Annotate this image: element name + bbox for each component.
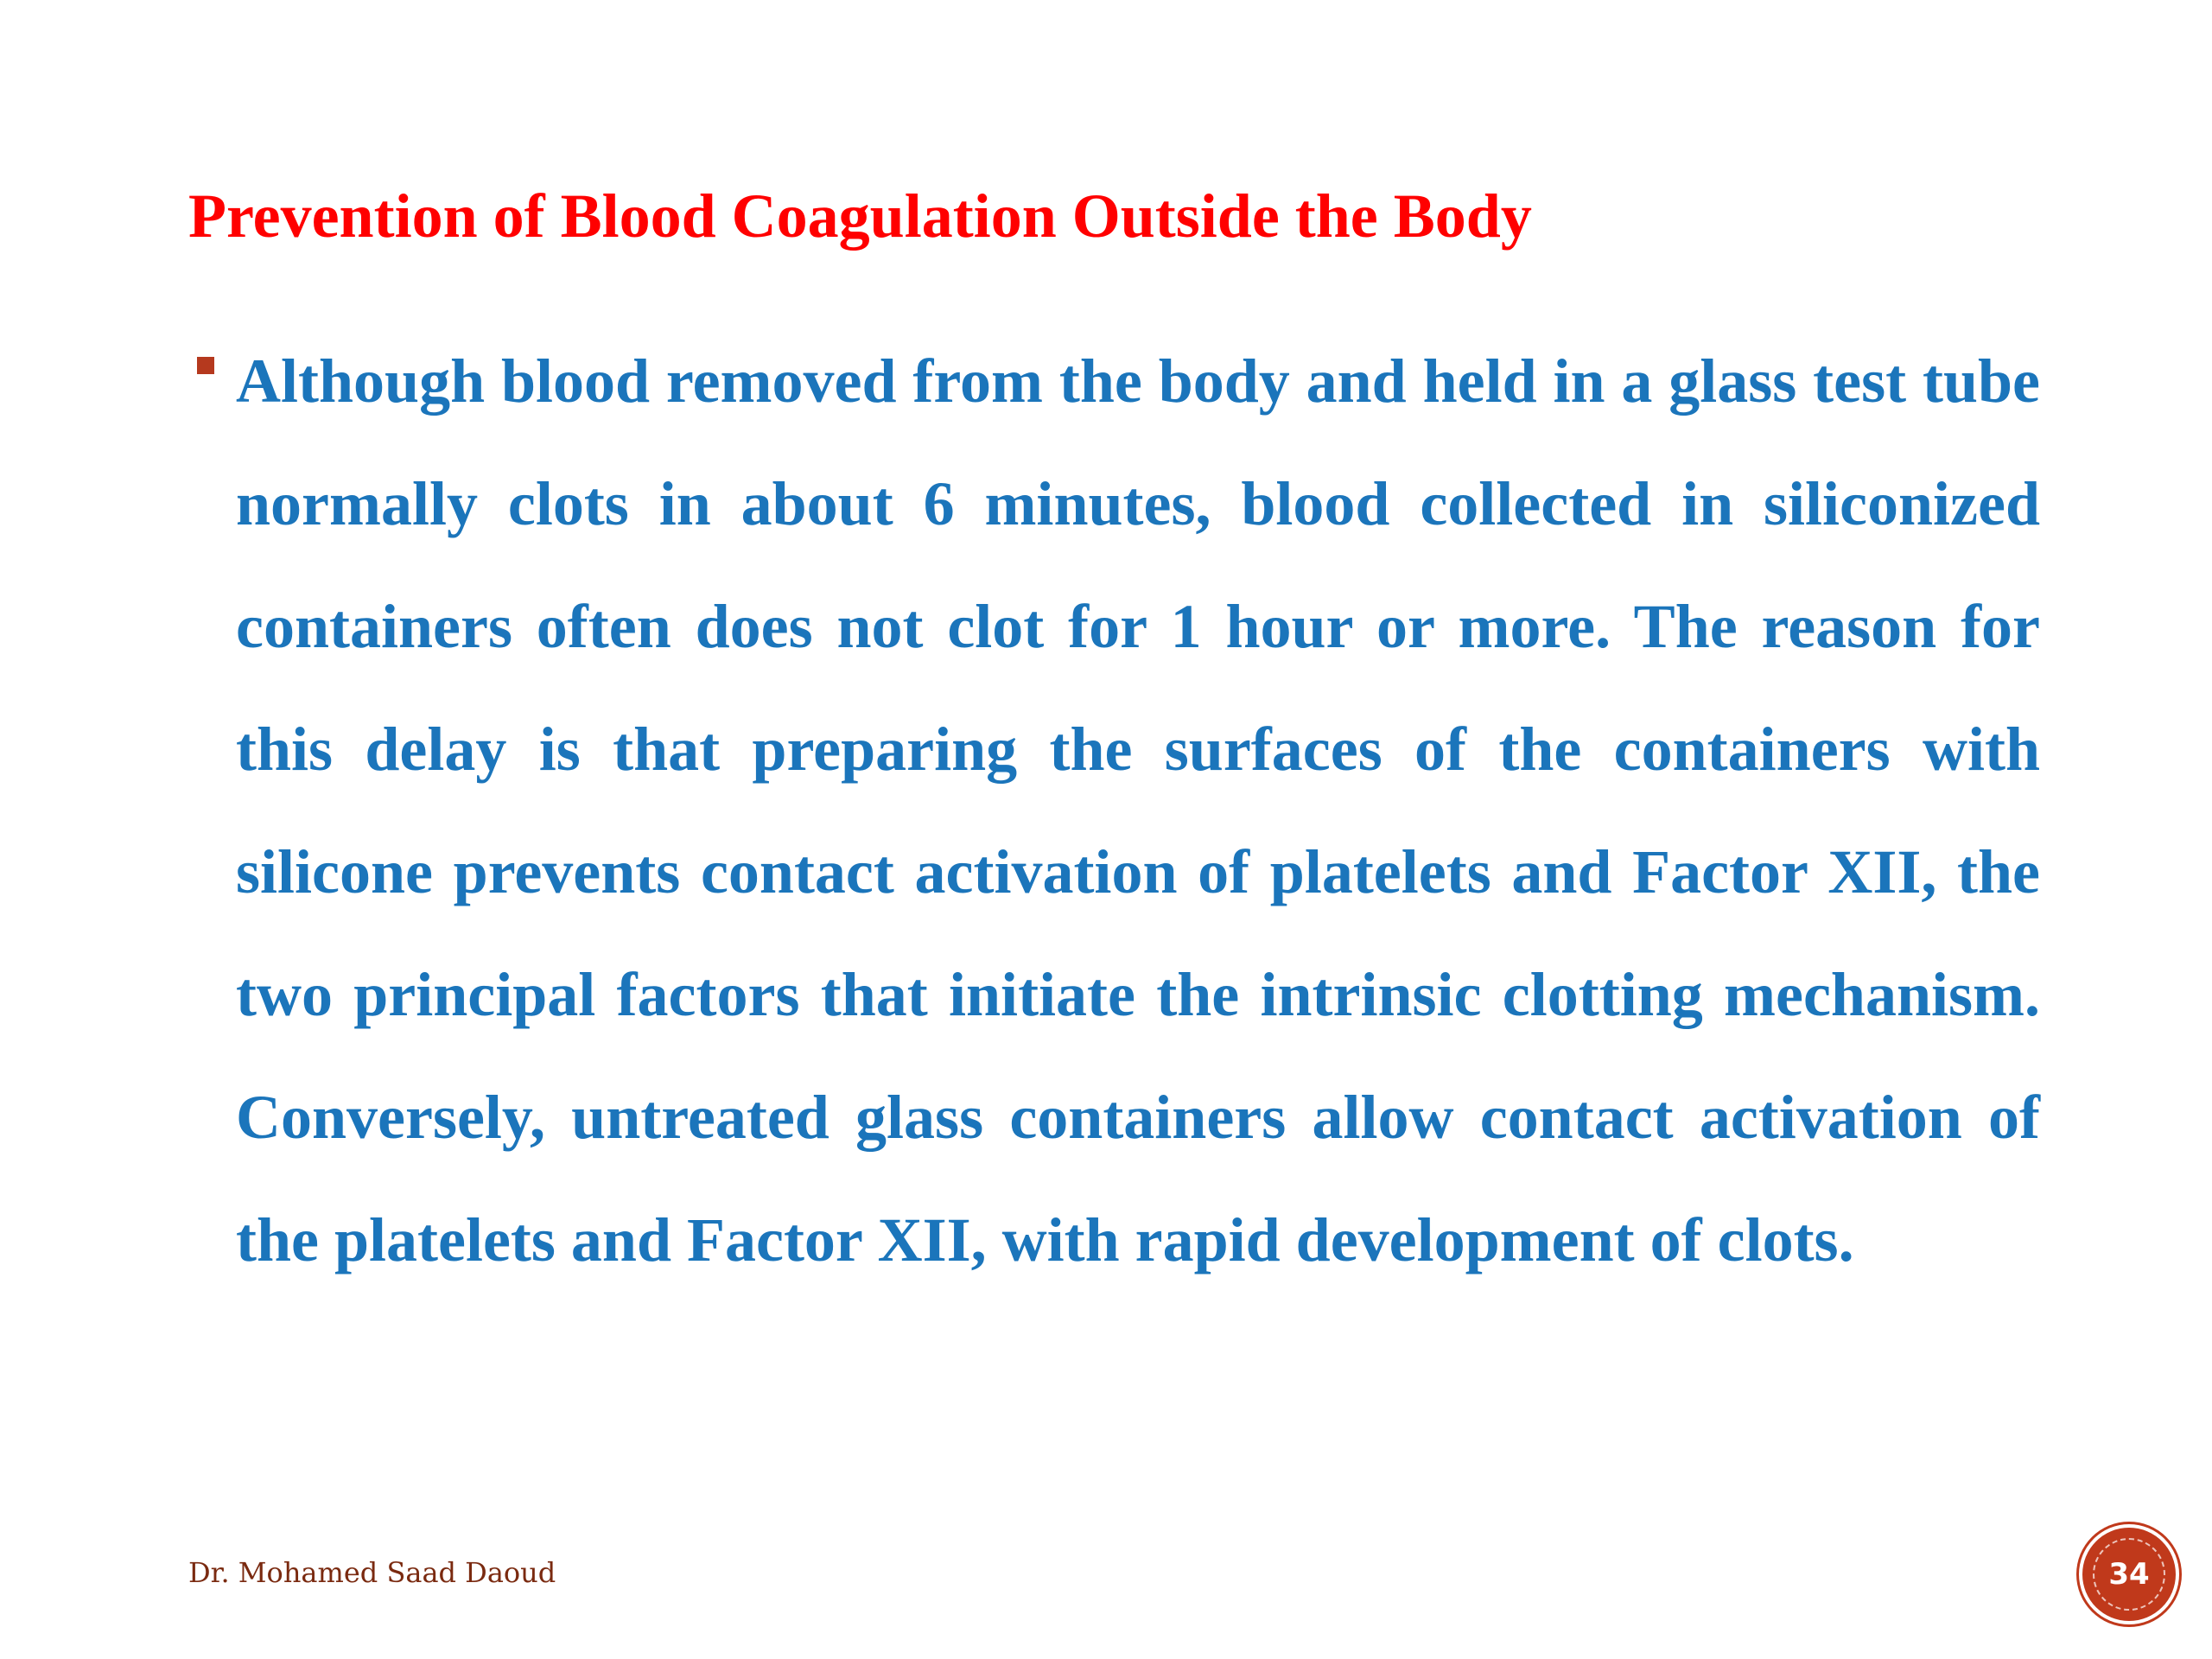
page-number-badge: [2082, 1528, 2176, 1621]
slide-title: Prevention of Blood Coagulation Outside the Body: [188, 181, 1532, 251]
footer-author: Dr. Mohamed Saad Daoud: [188, 1556, 556, 1589]
page-number: 34: [2108, 1557, 2150, 1592]
square-bullet-icon: [197, 357, 214, 374]
bullet-text: Although blood removed from the body and held in a glass test tube normally clots in about 6 minutes, blood collected in siliconized containers often does not clot for 1 hour or more. The reason for this delay is that preparing the surfaces of the containers with silicone prevents contact activation of platelets and Factor XII, the two principal factors that initiate the intrinsic clotting mechanism. Conversely, untreated glass containers allow contact activation of the platelets and Factor XII, with rapid development of clots.: [236, 346, 2040, 1274]
